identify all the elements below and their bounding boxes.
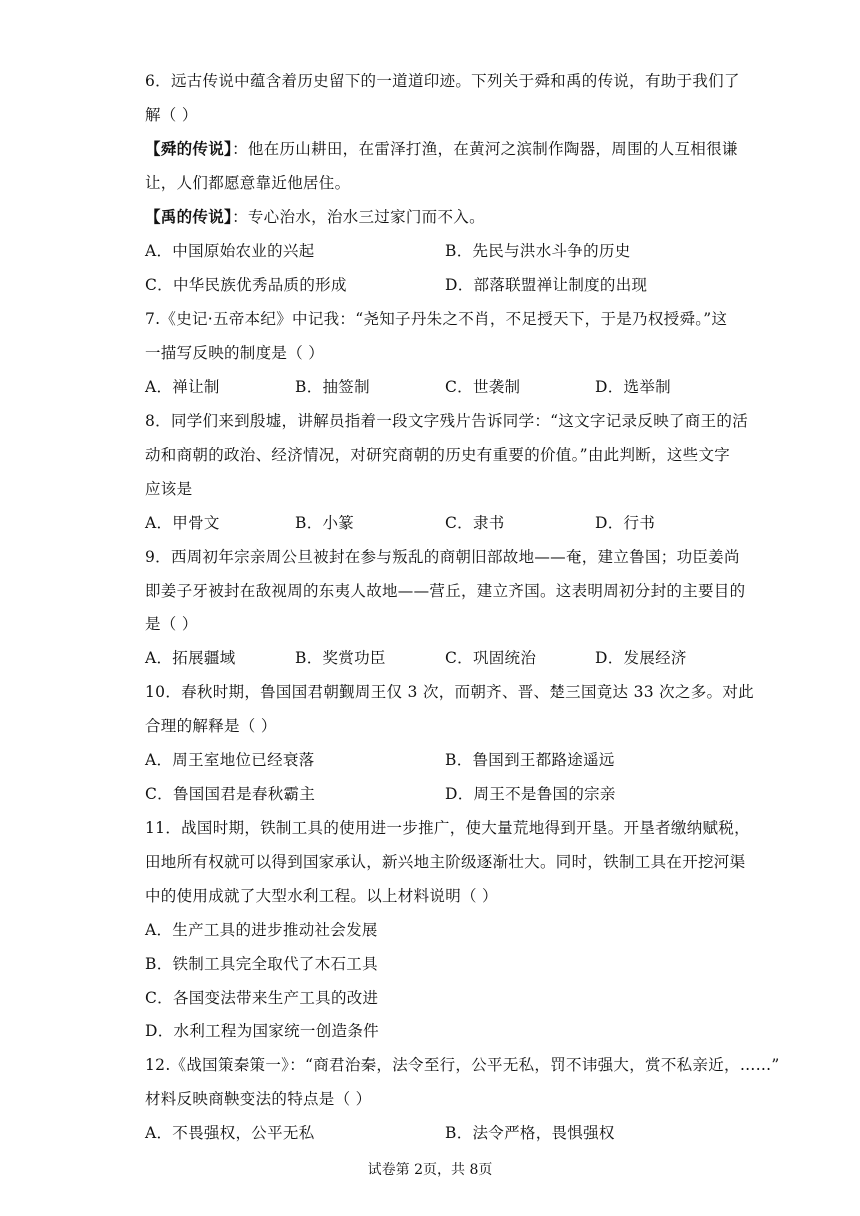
q7-option-c[interactable]: C．世袭制: [445, 378, 521, 396]
q9-stem-line-3: 是（ ）: [145, 615, 198, 633]
q12-stem-line-1: 12.《战国策秦策一》：“商君治秦，法令至行，公平无私，罚不讳强大，赏不私亲近，……”: [145, 1056, 780, 1074]
q11-option-d[interactable]: D．水利工程为国家统一创造条件: [145, 1022, 379, 1040]
q6-yu-legend-line: [145, 207, 725, 227]
q7-option-d[interactable]: D．选举制: [595, 378, 671, 396]
q9-stem-line-1: 9．西周初年宗亲周公旦被封在参与叛乱的商朝旧部故地——奄，建立鲁国；功臣姜尚: [145, 548, 740, 566]
q7-stem-line-2: 一描写反映的制度是（ ）: [145, 344, 325, 362]
q8-stem-line-3: 应该是: [145, 480, 193, 498]
shun-legend-text: ：他在历山耕田，在雷泽打渔，在黄河之滨制作陶器，周围的人互相很谦: [232, 140, 738, 158]
q12-option-b[interactable]: B．法令严格，畏惧强权: [445, 1124, 615, 1142]
q11-option-a[interactable]: A．生产工具的进步推动社会发展: [145, 921, 378, 939]
q11-stem-line-1: 11．战国时期，铁制工具的使用进一步推广，使大量荒地得到开垦。开垦者缴纳赋税，: [145, 819, 750, 837]
q6-option-c[interactable]: C．中华民族优秀品质的形成: [145, 276, 347, 294]
q6-option-b[interactable]: B．先民与洪水斗争的历史: [445, 242, 631, 260]
q7-option-a[interactable]: A．禅让制: [145, 378, 220, 396]
q9-stem-line-2: 即姜子牙被封在敌视周的东夷人故地——营丘，建立齐国。这表明周初分封的主要目的: [145, 582, 746, 600]
q11-option-c[interactable]: C．各国变法带来生产工具的改进: [145, 989, 379, 1007]
shun-legend-label: 【舜的传说】: [145, 139, 233, 158]
q11-option-b[interactable]: B．铁制工具完全取代了木石工具: [145, 955, 378, 973]
q6-option-a[interactable]: A．中国原始农业的兴起: [145, 242, 315, 260]
q10-option-d[interactable]: D．周王不是鲁国的宗亲: [445, 785, 616, 803]
q6-option-d[interactable]: D．部落联盟禅让制度的出现: [445, 276, 648, 294]
q8-stem-line-2: 动和商朝的政治、经济情况，对研究商朝的历史有重要的价值。”由此判断，这些文字: [145, 446, 731, 464]
q10-option-a[interactable]: A．周王室地位已经衰落: [145, 751, 315, 769]
q8-option-c[interactable]: C．隶书: [445, 514, 505, 532]
q6-shun-legend-line-2: 让，人们都愿意靠近他居住。: [145, 174, 351, 192]
q9-option-a[interactable]: A．拓展疆域: [145, 649, 236, 667]
q10-stem-line-2: 合理的解释是（ ）: [145, 717, 277, 735]
q7-stem-line-1: 7.《史记·五帝本纪》中记我：“尧知子丹朱之不肖，不足授天下，于是乃权授舜。”这: [145, 310, 728, 328]
q9-option-c[interactable]: C．巩固统治: [445, 649, 537, 667]
q10-option-b[interactable]: B．鲁国到王都路途遥远: [445, 751, 615, 769]
q6-stem-line-2: 解（ ）: [145, 106, 198, 124]
q10-stem-line-1: 10．春秋时期，鲁国国君朝觐周王仅 3 次，而朝齐、晋、楚三国竟达 33 次之多。对此: [145, 683, 754, 701]
q8-option-d[interactable]: D．行书: [595, 514, 656, 532]
q8-stem-line-1: 8．同学们来到殷墟，讲解员指着一段文字残片告诉同学：“这文字记录反映了商王的活: [145, 412, 748, 430]
q12-stem-line-2: 材料反映商鞅变法的特点是（ ）: [145, 1090, 372, 1108]
q6-shun-legend-line-1: [145, 139, 738, 159]
yu-legend-label: 【禹的传说】: [145, 207, 233, 226]
q9-option-b[interactable]: B．奖赏功臣: [295, 649, 386, 667]
q8-option-b[interactable]: B．小篆: [295, 514, 355, 532]
yu-legend-text: ：专心治水，治水三过家门而不入。: [232, 208, 485, 226]
q7-option-b[interactable]: B．抽签制: [295, 378, 370, 396]
q6-stem-line-1: 6．远古传说中蕴含着历史留下的一道道印迹。下列关于舜和禹的传说，有助于我们了: [145, 72, 740, 90]
q11-stem-line-2: 田地所有权就可以得到国家承认，新兴地主阶级逐渐壮大。同时，铁制工具在开挖河渠: [145, 853, 746, 871]
q8-option-a[interactable]: A．甲骨文: [145, 514, 220, 532]
q11-stem-line-3: 中的使用成就了大型水利工程。以上材料说明（ ）: [145, 887, 498, 905]
q12-option-a[interactable]: A．不畏强权，公平无私: [145, 1124, 315, 1142]
q9-option-d[interactable]: D．发展经济: [595, 649, 687, 667]
q10-option-c[interactable]: C．鲁国国君是春秋霸主: [145, 785, 316, 803]
page-footer: 试卷第 2页，共 8页: [367, 1162, 493, 1178]
